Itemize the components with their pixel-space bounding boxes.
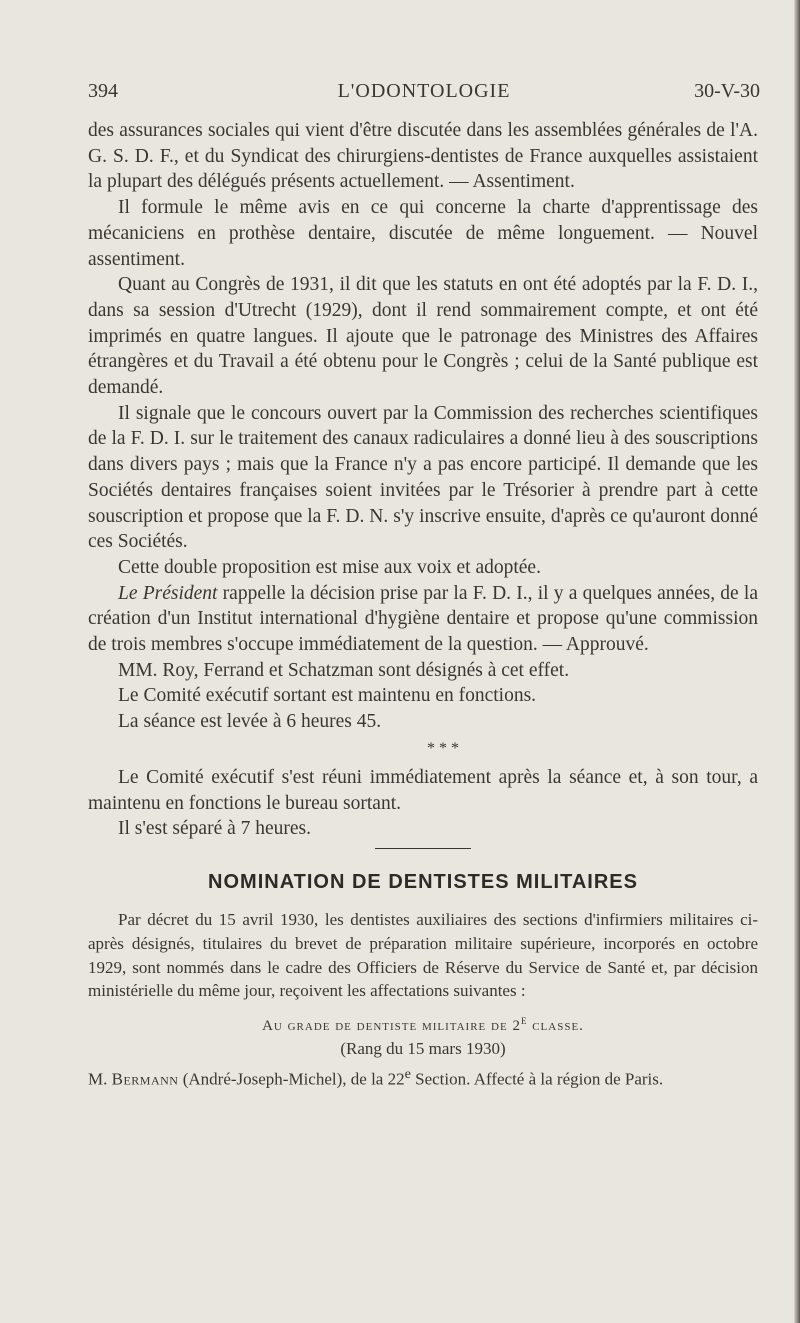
paragraph: MM. Roy, Ferrand et Schatzman sont désignés à cet effet. (118, 659, 570, 681)
journal-title: L'ODONTOLOGIE (337, 80, 511, 102)
paragraph: Il s'est séparé à 7 heures. (118, 818, 312, 840)
appointment-entry (88, 1063, 758, 1091)
entry-prefix: M. (88, 1069, 112, 1089)
paragraph: des assurances sociales qui vient d'être discutée dans les assemblées générales de l'A. G. S. D. F., et du Syndicat des chirurgiens-dentistes de France auxquelles assistaient la plupart des délégués présents actuellement. — Assentiment. (88, 120, 758, 193)
paragraph: Le Comité exécutif sortant est maintenu en fonctions. (118, 685, 537, 707)
paragraph: Il signale que le concours ouvert par la Commission des recherches scientifiques de la F. D. I. sur le traitement des canaux radiculaires a donné lieu à des souscriptions dans divers pays ; mais que la France n'y a pas encore participé. Il demande que les Sociétés dentaires françaises soient invitées par le Trésorier à prendre part à cette souscription et propose que la F. D. N. s'y inscrive ensuite, d'après ce qu'auront donné ces Sociétés. (88, 402, 758, 553)
grade-heading (88, 1013, 758, 1035)
entry-rest: Section. Affecté à la région de Paris. (410, 1069, 664, 1089)
grade-text: Au grade de dentiste militaire de 2 (262, 1018, 521, 1035)
entry-mid: (André-Joseph-Michel), de la 22 (178, 1069, 405, 1089)
paragraph (88, 581, 758, 658)
paragraph: La séance est levée à 6 heures 45. (118, 711, 382, 733)
section-intro: Par décret du 15 avril 1930, les dentistes auxiliaires des sections d'infirmiers militaires ci-après désignés, titulaires du brevet de préparation militaire supérieure, incorporés en octobre 1929, sont nommés dans le cadre des Officiers de Réserve du Service de Santé et, par décision ministérielle du même jour, reçoivent les affectations suivantes : (88, 909, 758, 1001)
entry-name: Bermann (111, 1069, 179, 1089)
paragraph: Il formule le même avis en ce qui concerne la charte d'apprentissage des mécaniciens en prothèse dentaire, discutée de même longuement. — Nouvel assentiment. (88, 197, 758, 270)
paragraph: Le Comité exécutif s'est réuni immédiatement après la séance et, à son tour, a maintenu en fonctions le bureau sortant. (88, 766, 758, 814)
grade-superscript: e (520, 1013, 528, 1028)
section-divider (375, 848, 471, 849)
paragraph-rest: rappelle la décision prise par la F. D. I., il y a quelques années, de la création d'un Institut international d'hygiène dentaire et propose qu'une commission de trois membres s'occupe immédiatement de la question. — Approuvé. (88, 582, 758, 656)
entry-superscript: e (404, 1066, 411, 1083)
running-header (88, 80, 760, 110)
page-edge (794, 0, 800, 1323)
grade-suffix: classe. (527, 1018, 584, 1035)
page-body (88, 118, 758, 1092)
president-lead: Le Président (118, 582, 218, 604)
section-title: NOMINATION DE DENTISTES MILITAIRES (208, 870, 638, 893)
paragraph: Cette double proposition est mise aux voix et adoptée. (118, 556, 541, 578)
issue-date: 30-V-30 (694, 80, 760, 102)
paragraph: Quant au Congrès de 1931, il dit que les statuts en ont été adoptés par la F. D. I., dans sa session d'Utrecht (1929), dont il rend sommairement compte, et ont été imprimés en quatre langues. Il ajoute que le patronage des Ministres des Affaires étrangères et du Travail a été obtenu pour le Congrès ; celui de la Santé publique est demandé. (88, 274, 758, 399)
rank-date: (Rang du 15 mars 1930) (340, 1039, 506, 1059)
page-number: 394 (88, 80, 118, 102)
asterism-separator: * * * (427, 739, 459, 757)
